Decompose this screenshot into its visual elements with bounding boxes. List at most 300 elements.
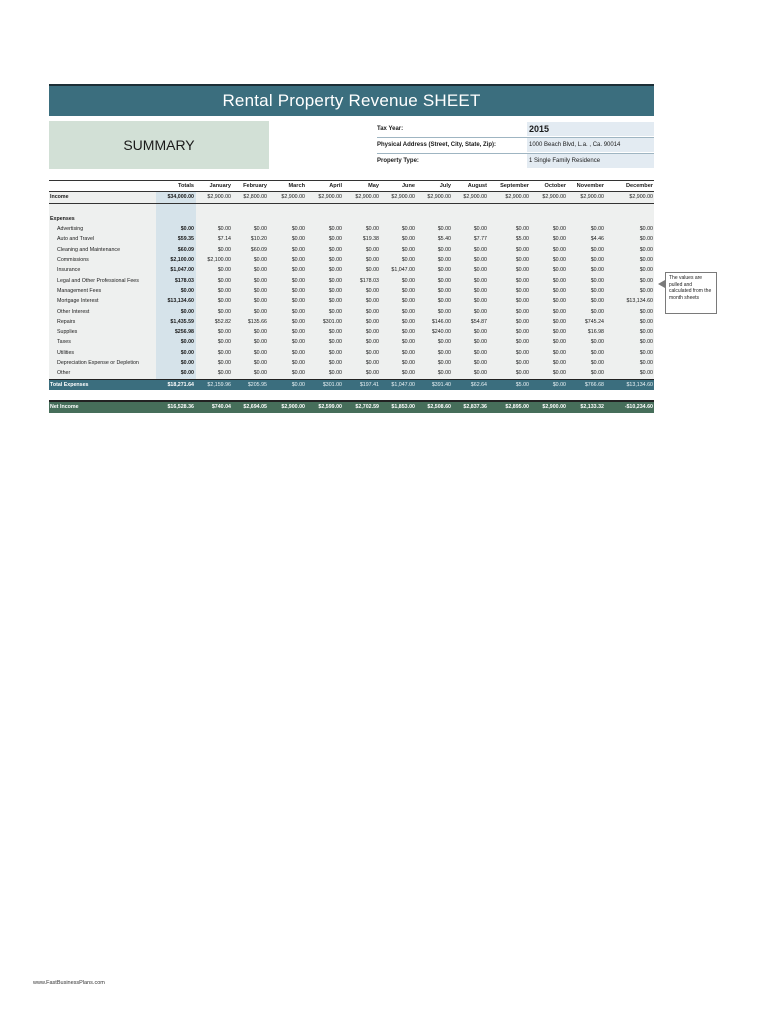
tax-year-row <box>377 122 654 138</box>
expense-row <box>49 296 654 306</box>
expense-row-cell[interactable]: $5.40 <box>437 236 451 243</box>
expense-row-cell[interactable]: $5.00 <box>515 236 529 243</box>
expense-row-cell[interactable]: $0.00 <box>515 370 529 377</box>
expense-row-cell[interactable]: $0.00 <box>552 277 566 284</box>
expense-row-cell[interactable]: $0.00 <box>401 329 415 336</box>
expense-row <box>49 307 654 317</box>
expense-row-cell[interactable]: $0.00 <box>180 287 194 294</box>
expense-row-cell[interactable]: $0.00 <box>401 360 415 367</box>
expense-row-cell[interactable]: $10.20 <box>250 236 267 243</box>
expense-row-cell[interactable]: $1,047.00 <box>391 267 415 274</box>
expense-row-cell[interactable]: $7.14 <box>217 236 231 243</box>
property-info <box>377 122 654 169</box>
expense-row-cell[interactable]: $13,134.60 <box>167 298 194 305</box>
expense-row-cell[interactable]: $52.82 <box>214 318 231 325</box>
expense-row-cell[interactable]: $0.00 <box>328 226 342 233</box>
income-row-cell[interactable]: $2,900.00 <box>580 194 604 201</box>
expense-row-cell[interactable]: $0.00 <box>639 318 653 325</box>
net-income-row-cell[interactable]: -$10,234.60 <box>624 404 653 411</box>
net-income-row-cell[interactable]: $1,853.00 <box>391 404 415 411</box>
expense-row <box>49 224 654 234</box>
expense-row-cell[interactable]: $0.00 <box>401 236 415 243</box>
expense-row-cell[interactable]: $0.00 <box>401 298 415 305</box>
expense-row-cell[interactable]: $178.03 <box>359 277 379 284</box>
expense-row-cell[interactable]: $0.00 <box>552 318 566 325</box>
expense-row-cell[interactable]: $0.00 <box>639 236 653 243</box>
expense-row-cell[interactable]: $0.00 <box>365 349 379 356</box>
expense-row-label: Cleaning and Maintenance <box>57 246 121 253</box>
expense-row-cell[interactable]: $0.00 <box>217 298 231 305</box>
expense-row-cell[interactable]: $0.00 <box>291 298 305 305</box>
expense-row-cell[interactable]: $0.00 <box>437 246 451 253</box>
property-type-value[interactable]: 1 Single Family Residence <box>527 154 654 168</box>
expense-row-cell[interactable]: $0.00 <box>515 349 529 356</box>
totals-column-shade <box>156 214 196 224</box>
expense-row-cell[interactable]: $0.00 <box>639 339 653 346</box>
expense-row-cell[interactable]: $0.00 <box>515 267 529 274</box>
expense-row-cell[interactable]: $0.00 <box>365 226 379 233</box>
expense-row-cell[interactable]: $0.00 <box>473 226 487 233</box>
column-header-cell[interactable]: March <box>288 183 305 189</box>
expense-row <box>49 265 654 275</box>
total-expenses-row-cell[interactable]: $62.64 <box>470 381 487 388</box>
income-row-label: Income <box>50 194 69 201</box>
totals-column-shade <box>156 204 196 214</box>
expense-row <box>49 276 654 286</box>
expense-row-cell[interactable]: $0.00 <box>639 287 653 294</box>
expense-row-label: Utilities <box>57 349 75 356</box>
expense-row-cell[interactable]: $0.00 <box>217 246 231 253</box>
expense-row-cell[interactable]: $0.00 <box>473 360 487 367</box>
expense-row-cell[interactable]: $0.00 <box>437 349 451 356</box>
column-header-cell[interactable]: June <box>401 183 415 189</box>
expense-row-cell[interactable]: $0.00 <box>291 246 305 253</box>
blank-row <box>49 204 654 214</box>
expense-row-label: Taxes <box>57 339 71 346</box>
expense-row-cell[interactable]: $0.00 <box>217 360 231 367</box>
address-label: Physical Address (Street, City, State, Zip): <box>377 142 497 148</box>
expense-row-cell[interactable]: $0.00 <box>639 277 653 284</box>
net-income-row-label: Net Income <box>50 404 79 411</box>
expense-row-cell[interactable]: $146.00 <box>431 318 451 325</box>
expense-row-label: Depreciation Expense or Depletion <box>57 360 139 367</box>
expense-row-cell[interactable]: $0.00 <box>253 360 267 367</box>
tax-year-label: Tax Year: <box>377 126 404 132</box>
expense-row-cell[interactable]: $0.00 <box>515 287 529 294</box>
net-income-row-cell[interactable]: $2,702.59 <box>355 404 379 411</box>
expense-row-cell[interactable]: $0.00 <box>590 298 604 305</box>
total-expenses-row-cell[interactable]: $0.00 <box>291 381 305 388</box>
column-header-cell[interactable]: November <box>576 183 604 189</box>
expense-row-cell[interactable]: $0.00 <box>291 370 305 377</box>
callout-note: The values are pulled and calculated from the month sheets <box>665 272 717 314</box>
expense-row-cell[interactable]: $301.00 <box>322 318 342 325</box>
summary-label: SUMMARY <box>49 121 269 169</box>
expense-row-cell[interactable]: $0.00 <box>552 349 566 356</box>
expense-row-cell[interactable]: $0.00 <box>473 339 487 346</box>
expense-row-cell[interactable]: $0.00 <box>328 329 342 336</box>
expense-row-cell[interactable]: $2,100.00 <box>170 257 194 264</box>
expense-row-cell[interactable]: $0.00 <box>291 287 305 294</box>
callout-arrow-icon <box>658 280 665 288</box>
column-header-cell[interactable]: Totals <box>177 183 194 189</box>
expense-row-cell[interactable]: $0.00 <box>473 370 487 377</box>
expense-row-cell[interactable]: $0.00 <box>639 257 653 264</box>
expense-row-cell[interactable]: $2,100.00 <box>207 257 231 264</box>
expense-row-cell[interactable]: $1,435.59 <box>170 318 194 325</box>
expense-row-cell[interactable]: $59.35 <box>177 236 194 243</box>
expense-row-cell[interactable]: $60.09 <box>177 246 194 253</box>
expense-row-cell[interactable]: $0.00 <box>180 349 194 356</box>
tax-year-value[interactable]: 2015 <box>527 122 654 136</box>
income-row-cell[interactable]: $2,900.00 <box>463 194 487 201</box>
expense-row-cell[interactable]: $0.00 <box>253 308 267 315</box>
expense-row-cell[interactable]: $0.00 <box>639 349 653 356</box>
expense-row-cell[interactable]: $1,047.00 <box>170 267 194 274</box>
expense-row-cell[interactable]: $7.77 <box>473 236 487 243</box>
expense-row-cell[interactable]: $0.00 <box>291 277 305 284</box>
total-expenses-row-cell[interactable]: $301.00 <box>322 381 342 388</box>
sheet-title: Rental Property Revenue SHEET <box>49 84 654 116</box>
address-row <box>377 138 654 154</box>
expense-row-cell[interactable]: $0.00 <box>401 339 415 346</box>
address-value[interactable]: 1000 Beach Blvd, L.a. , Ca. 90014 <box>527 138 654 152</box>
expense-row-cell[interactable]: $0.00 <box>639 360 653 367</box>
expense-row-cell[interactable]: $0.00 <box>328 236 342 243</box>
expense-row-cell[interactable]: $240.00 <box>431 329 451 336</box>
expense-row-cell[interactable]: $0.00 <box>365 318 379 325</box>
expense-row-cell[interactable]: $0.00 <box>180 226 194 233</box>
expense-row-cell[interactable]: $0.00 <box>365 360 379 367</box>
expense-row-cell[interactable]: $0.00 <box>552 287 566 294</box>
expense-row-cell[interactable]: $0.00 <box>401 370 415 377</box>
expense-row-cell[interactable]: $0.00 <box>328 360 342 367</box>
total-expenses-row-cell[interactable]: $205.95 <box>247 381 267 388</box>
expense-row-cell[interactable]: $0.00 <box>291 318 305 325</box>
expense-row-cell[interactable]: $0.00 <box>473 246 487 253</box>
expense-row-cell[interactable]: $0.00 <box>473 287 487 294</box>
expense-row-cell[interactable]: $60.09 <box>250 246 267 253</box>
expense-row <box>49 255 654 265</box>
expense-row-cell[interactable]: $0.00 <box>401 246 415 253</box>
expense-row-cell[interactable]: $0.00 <box>515 308 529 315</box>
column-header-cell[interactable]: December <box>625 183 653 189</box>
income-row-cell[interactable]: $2,900.00 <box>391 194 415 201</box>
expense-row-cell[interactable]: $0.00 <box>328 267 342 274</box>
expense-row <box>49 337 654 347</box>
expense-row-cell[interactable]: $0.00 <box>217 287 231 294</box>
expense-row-cell[interactable]: $0.00 <box>515 277 529 284</box>
expense-row-cell[interactable]: $0.00 <box>253 298 267 305</box>
expense-row-cell[interactable]: $0.00 <box>291 349 305 356</box>
expense-row-cell[interactable]: $0.00 <box>437 360 451 367</box>
expense-row-cell[interactable]: $0.00 <box>515 298 529 305</box>
total-expenses-row-cell[interactable]: $1,047.00 <box>391 381 415 388</box>
expense-row-cell[interactable]: $0.00 <box>552 370 566 377</box>
revenue-table <box>49 180 654 413</box>
expense-row-cell[interactable]: $0.00 <box>328 257 342 264</box>
expense-row-label: Auto and Travel <box>57 236 95 243</box>
expense-row-cell[interactable]: $0.00 <box>291 257 305 264</box>
expense-row-cell[interactable]: $0.00 <box>515 329 529 336</box>
expense-row-cell[interactable]: $0.00 <box>590 370 604 377</box>
expense-row-cell[interactable]: $0.00 <box>328 349 342 356</box>
total-expenses-row-cell[interactable]: $13,134.60 <box>626 381 653 388</box>
expense-row-cell[interactable]: $0.00 <box>515 318 529 325</box>
expense-row-cell[interactable]: $0.00 <box>365 329 379 336</box>
expense-row-cell[interactable]: $0.00 <box>253 349 267 356</box>
expense-row-cell[interactable]: $0.00 <box>639 308 653 315</box>
property-type-row <box>377 154 654 169</box>
expense-row <box>49 327 654 337</box>
expense-row-cell[interactable]: $0.00 <box>180 370 194 377</box>
expense-row-cell[interactable]: $0.00 <box>515 226 529 233</box>
expense-row-cell[interactable]: $0.00 <box>217 308 231 315</box>
income-row-cell[interactable]: $2,900.00 <box>505 194 529 201</box>
expense-row-cell[interactable]: $0.00 <box>515 360 529 367</box>
net-income-row-cell[interactable]: $2,508.60 <box>427 404 451 411</box>
column-header-cell[interactable]: April <box>329 183 342 189</box>
total-expenses-row-cell[interactable]: $18,271.64 <box>167 381 194 388</box>
expense-row <box>49 368 654 378</box>
total-expenses-row-cell[interactable]: $0.00 <box>552 381 566 388</box>
income-row-cell[interactable]: $2,900.00 <box>207 194 231 201</box>
expense-row-cell[interactable]: $0.00 <box>217 267 231 274</box>
expense-row-cell[interactable]: $0.00 <box>590 277 604 284</box>
expense-row-cell[interactable]: $0.00 <box>639 370 653 377</box>
expense-row-cell[interactable]: $0.00 <box>365 267 379 274</box>
expense-row-cell[interactable]: $0.00 <box>217 349 231 356</box>
expense-row-cell[interactable]: $0.00 <box>253 329 267 336</box>
expense-row-cell[interactable]: $256.98 <box>174 329 194 336</box>
expense-row-cell[interactable]: $0.00 <box>473 257 487 264</box>
expense-row-cell[interactable]: $0.00 <box>552 298 566 305</box>
expense-row-cell[interactable]: $0.00 <box>639 267 653 274</box>
income-row-cell[interactable]: $2,900.00 <box>629 194 653 201</box>
income-row-cell[interactable]: $2,900.00 <box>427 194 451 201</box>
expense-row-cell[interactable]: $0.00 <box>639 246 653 253</box>
expense-row-cell[interactable]: $0.00 <box>328 339 342 346</box>
expense-row-cell[interactable]: $0.00 <box>437 277 451 284</box>
expense-row-cell[interactable]: $0.00 <box>217 339 231 346</box>
expense-row-cell[interactable]: $0.00 <box>437 308 451 315</box>
expense-row-cell[interactable]: $0.00 <box>253 267 267 274</box>
expense-row-cell[interactable]: $0.00 <box>180 339 194 346</box>
expense-row-cell[interactable]: $745.24 <box>584 318 604 325</box>
net-income-row-cell[interactable]: $16,528.36 <box>167 404 194 411</box>
expense-row-cell[interactable]: $0.00 <box>473 349 487 356</box>
expense-row-label: Other Interest <box>57 308 90 315</box>
expense-row-cell[interactable]: $16.98 <box>587 329 604 336</box>
net-income-row-cell[interactable]: $2,599.00 <box>318 404 342 411</box>
income-row-cell[interactable]: $2,900.00 <box>318 194 342 201</box>
column-header-cell[interactable]: May <box>368 183 379 189</box>
expense-row-cell[interactable]: $0.00 <box>437 370 451 377</box>
expense-row-cell[interactable]: $0.00 <box>253 339 267 346</box>
expense-row-cell[interactable]: $0.00 <box>552 360 566 367</box>
expense-row-cell[interactable]: $0.00 <box>590 287 604 294</box>
expense-row-cell[interactable]: $0.00 <box>552 308 566 315</box>
expense-row-label: Management Fees <box>57 287 102 294</box>
expense-row-cell[interactable]: $0.00 <box>365 370 379 377</box>
expense-row-cell[interactable]: $0.00 <box>473 277 487 284</box>
total-expenses-row-cell[interactable]: $5.00 <box>515 381 529 388</box>
expense-row-cell[interactable]: $0.00 <box>552 226 566 233</box>
expense-row-cell[interactable]: $0.00 <box>590 246 604 253</box>
expense-row-cell[interactable]: $0.00 <box>590 339 604 346</box>
expense-row-cell[interactable]: $0.00 <box>515 257 529 264</box>
expense-row-cell[interactable]: $0.00 <box>291 329 305 336</box>
expenses-heading <box>49 214 654 224</box>
expense-row-label: Supplies <box>57 329 78 336</box>
total-expenses-row <box>49 379 654 390</box>
net-income-row-cell[interactable]: $2,895.00 <box>505 404 529 411</box>
expense-row-cell[interactable]: $0.00 <box>473 308 487 315</box>
expense-row-cell[interactable]: $0.00 <box>590 308 604 315</box>
expense-row-cell[interactable]: $0.00 <box>365 257 379 264</box>
expenses-heading-label: Expenses <box>50 215 75 222</box>
expense-row-cell[interactable]: $0.00 <box>328 308 342 315</box>
income-row-cell[interactable]: $2,900.00 <box>542 194 566 201</box>
expense-row-cell[interactable]: $0.00 <box>253 257 267 264</box>
expense-row-cell[interactable]: $0.00 <box>552 339 566 346</box>
expense-row-cell[interactable]: $0.00 <box>437 339 451 346</box>
expense-row-cell[interactable]: $0.00 <box>328 246 342 253</box>
expense-row-cell[interactable]: $0.00 <box>437 226 451 233</box>
column-header-cell[interactable]: January <box>209 183 231 189</box>
income-row <box>49 192 654 203</box>
total-expenses-row-cell[interactable]: $766.68 <box>584 381 604 388</box>
expense-row-cell[interactable]: $0.00 <box>401 287 415 294</box>
expense-row-cell[interactable]: $0.00 <box>401 349 415 356</box>
total-expenses-row-cell[interactable]: $197.41 <box>359 381 379 388</box>
expense-row-cell[interactable]: $0.00 <box>365 287 379 294</box>
expense-row-cell[interactable]: $0.00 <box>253 370 267 377</box>
expense-row-cell[interactable]: $19.38 <box>362 236 379 243</box>
expense-row-cell[interactable]: $0.00 <box>552 246 566 253</box>
expense-row-cell[interactable]: $0.00 <box>437 267 451 274</box>
column-header <box>49 180 654 192</box>
expense-row-cell[interactable]: $0.00 <box>639 226 653 233</box>
expense-row-cell[interactable]: $0.00 <box>291 360 305 367</box>
expense-row-cell[interactable]: $0.00 <box>515 246 529 253</box>
total-expenses-row-cell[interactable]: $391.40 <box>431 381 451 388</box>
expense-row-cell[interactable]: $0.00 <box>401 277 415 284</box>
column-header-cell[interactable]: July <box>439 183 451 189</box>
expense-row-cell[interactable]: $0.00 <box>515 339 529 346</box>
property-type-label: Property Type: <box>377 158 419 164</box>
expense-row-cell[interactable]: $0.00 <box>552 267 566 274</box>
expense-row-cell[interactable]: $0.00 <box>180 308 194 315</box>
expense-row-cell[interactable]: $0.00 <box>473 267 487 274</box>
net-income-row-cell[interactable]: $2,694.05 <box>243 404 267 411</box>
expense-row-cell[interactable]: $0.00 <box>365 339 379 346</box>
expense-row-cell[interactable]: $0.00 <box>328 287 342 294</box>
net-income-row-cell[interactable]: $2,900.00 <box>281 404 305 411</box>
expense-row-cell[interactable]: $0.00 <box>328 277 342 284</box>
expense-row-cell[interactable]: $0.00 <box>401 308 415 315</box>
total-expenses-row-cell[interactable]: $2,159.96 <box>207 381 231 388</box>
expense-row-label: Mortgage Interest <box>57 298 99 305</box>
expense-row-cell[interactable]: $0.00 <box>253 287 267 294</box>
expense-row-cell[interactable]: $0.00 <box>590 257 604 264</box>
income-row-cell[interactable]: $34,000.00 <box>167 194 194 201</box>
expense-row-cell[interactable]: $0.00 <box>590 349 604 356</box>
column-header-cell[interactable]: September <box>500 183 529 189</box>
expense-row-cell[interactable]: $0.00 <box>437 287 451 294</box>
expense-row-cell[interactable]: $0.00 <box>291 226 305 233</box>
expense-row-cell[interactable]: $0.00 <box>639 329 653 336</box>
expense-row <box>49 358 654 368</box>
expense-row <box>49 245 654 255</box>
expense-row-cell[interactable]: $0.00 <box>217 370 231 377</box>
expense-row-label: Other <box>57 370 71 377</box>
expense-row-cell[interactable]: $0.00 <box>590 267 604 274</box>
expense-row-cell[interactable]: $0.00 <box>590 360 604 367</box>
expense-row-cell[interactable]: $0.00 <box>328 370 342 377</box>
expense-row-cell[interactable]: $0.00 <box>217 329 231 336</box>
expense-row-label: Insurance <box>57 267 81 274</box>
expense-row-cell[interactable]: $0.00 <box>401 257 415 264</box>
total-expenses-row-label: Total Expenses <box>50 381 89 388</box>
expense-row-cell[interactable]: $0.00 <box>552 257 566 264</box>
expense-row-cell[interactable]: $0.00 <box>291 339 305 346</box>
expense-row-cell[interactable]: $0.00 <box>253 226 267 233</box>
expense-row-cell[interactable]: $0.00 <box>437 257 451 264</box>
expense-row-cell[interactable]: $54.87 <box>470 318 487 325</box>
expense-row-cell[interactable]: $0.00 <box>291 236 305 243</box>
expense-row-cell[interactable]: $0.00 <box>217 277 231 284</box>
column-header-cell[interactable]: October <box>544 183 566 189</box>
net-income-row-cell[interactable]: $740.04 <box>211 404 231 411</box>
expense-row-cell[interactable]: $0.00 <box>437 298 451 305</box>
net-income-row-cell[interactable]: $2,837.36 <box>463 404 487 411</box>
expense-row-cell[interactable]: $0.00 <box>401 226 415 233</box>
expense-row-cell[interactable]: $0.00 <box>365 298 379 305</box>
expense-row-cell[interactable]: $0.00 <box>253 277 267 284</box>
expense-row-cell[interactable]: $0.00 <box>180 360 194 367</box>
net-income-row-cell[interactable]: $2,133.32 <box>580 404 604 411</box>
income-row-cell[interactable]: $2,900.00 <box>355 194 379 201</box>
net-income-row-cell[interactable]: $2,900.00 <box>542 404 566 411</box>
column-header-cell[interactable]: August <box>467 183 487 189</box>
expense-row-cell[interactable]: $135.66 <box>247 318 267 325</box>
spacer <box>49 390 654 400</box>
expense-row <box>49 348 654 358</box>
expense-row-cell[interactable]: $0.00 <box>590 226 604 233</box>
net-income-row <box>49 400 654 412</box>
expense-row-cell[interactable]: $0.00 <box>473 298 487 305</box>
income-row-cell[interactable]: $2,900.00 <box>281 194 305 201</box>
income-row-cell[interactable]: $2,800.00 <box>243 194 267 201</box>
expense-row-label: Legal and Other Professional Fees <box>57 277 139 284</box>
expense-row-cell[interactable]: $0.00 <box>401 318 415 325</box>
expense-row-cell[interactable]: $4.46 <box>590 236 604 243</box>
expense-row-cell[interactable]: $178.03 <box>174 277 194 284</box>
expense-row-cell[interactable]: $0.00 <box>328 298 342 305</box>
expense-row-cell[interactable]: $0.00 <box>552 236 566 243</box>
column-header-cell[interactable]: February <box>243 183 267 189</box>
expense-row-cell[interactable]: $0.00 <box>291 267 305 274</box>
expense-row-cell[interactable]: $0.00 <box>217 226 231 233</box>
expense-row-cell[interactable]: $13,134.60 <box>626 298 653 305</box>
footer-link[interactable]: www.FastBusinessPlans.com <box>33 980 105 986</box>
expense-row-cell[interactable]: $0.00 <box>473 329 487 336</box>
expense-row-cell[interactable]: $0.00 <box>552 329 566 336</box>
expense-row-cell[interactable]: $0.00 <box>291 308 305 315</box>
expense-row-cell[interactable]: $0.00 <box>365 246 379 253</box>
expense-row-cell[interactable]: $0.00 <box>365 308 379 315</box>
